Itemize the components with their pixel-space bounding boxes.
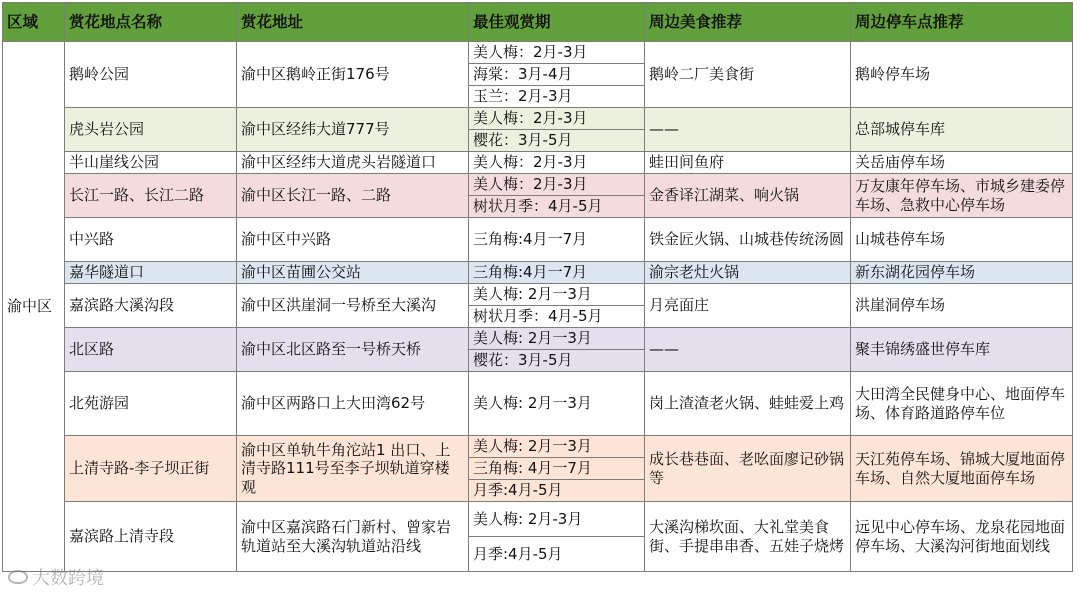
parking-recommendation: 新东湖花园停车场 <box>851 262 1073 284</box>
period-item: 美人梅：2月-3月 <box>469 152 645 174</box>
spot-address: 渝中区苗圃公交站 <box>237 262 469 284</box>
header-row <box>3 3 1073 42</box>
period-item: 月季:4月-5月 <box>469 537 645 572</box>
food-recommendation: 渝宗老灶火锅 <box>645 262 851 284</box>
table-row <box>3 372 1073 436</box>
spot-address: 渝中区中兴路 <box>237 218 469 262</box>
flower-viewing-table <box>2 2 1073 572</box>
header-spot-name: 赏花地点名称 <box>65 3 237 42</box>
spot-name: 虎头岩公园 <box>65 108 237 152</box>
period-item: 美人梅: 2月一3月 <box>469 284 645 306</box>
table-row <box>3 152 1073 174</box>
food-recommendation: 大溪沟梯坎面、大礼堂美食街、手提串串香、五娃子烧烤 <box>645 502 851 572</box>
period-item: 三角梅: 4月一7月 <box>469 458 645 480</box>
period-item: 美人梅: 2月一3月 <box>469 328 645 350</box>
period-item: 樱花：3月-5月 <box>469 350 645 372</box>
food-recommendation: 铁金匠火锅、山城巷传统汤圆 <box>645 218 851 262</box>
table-row <box>3 42 1073 64</box>
table-row <box>3 218 1073 262</box>
spot-name: 北苑游园 <box>65 372 237 436</box>
spot-name: 上清寺路-李子坝正街 <box>65 436 237 502</box>
spot-name: 长江一路、长江二路 <box>65 174 237 218</box>
header-address: 赏花地址 <box>237 3 469 42</box>
parking-recommendation: 万友康年停车场、市城乡建委停车场、急救中心停车场 <box>851 174 1073 218</box>
parking-recommendation: 大田湾全民健身中心、地面停车场、体育路道路停车位 <box>851 372 1073 436</box>
parking-recommendation: 远见中心停车场、龙泉花园地面停车场、大溪沟河街地面划线 <box>851 502 1073 572</box>
food-recommendation: —— <box>645 328 851 372</box>
period-item: 美人梅: 2月一3月 <box>469 436 645 458</box>
weibo-logo-icon <box>8 570 28 584</box>
header-best-period: 最佳观赏期 <box>469 3 645 42</box>
period-item: 三角梅:4月一7月 <box>469 218 645 262</box>
spot-name: 中兴路 <box>65 218 237 262</box>
header-nearby-parking: 周边停车点推荐 <box>851 3 1073 42</box>
spot-address: 渝中区北区路至一号桥天桥 <box>237 328 469 372</box>
spot-address: 渝中区经纬大道虎头岩隧道口 <box>237 152 469 174</box>
period-item: 美人梅：2月-3月 <box>469 174 645 196</box>
food-recommendation: 月亮面庄 <box>645 284 851 328</box>
food-recommendation: —— <box>645 108 851 152</box>
header-nearby-food: 周边美食推荐 <box>645 3 851 42</box>
table-row <box>3 262 1073 284</box>
food-recommendation: 岗上渣渣老火锅、蛙蛙爱上鸡 <box>645 372 851 436</box>
spot-address: 渝中区两路口上大田湾62号 <box>237 372 469 436</box>
period-item: 美人梅：2月-3月 <box>469 108 645 130</box>
parking-recommendation: 洪崖洞停车场 <box>851 284 1073 328</box>
spot-address: 渝中区鹅岭正街176号 <box>237 42 469 108</box>
period-item: 玉兰：2月-3月 <box>469 86 645 108</box>
table-row <box>3 108 1073 130</box>
spot-address: 渝中区单轨牛角沱站1 出口、上清寺路111号至李子坝轨道穿楼观 <box>237 436 469 502</box>
district-cell: 渝中区 <box>3 42 65 572</box>
period-item: 三角梅:4月一7月 <box>469 262 645 284</box>
food-recommendation: 成长巷巷面、老吆面廖记砂锅等 <box>645 436 851 502</box>
table-row <box>3 284 1073 306</box>
parking-recommendation: 鹅岭停车场 <box>851 42 1073 108</box>
spot-name: 嘉滨路大溪沟段 <box>65 284 237 328</box>
parking-recommendation: 关岳庙停车场 <box>851 152 1073 174</box>
watermark-text: 大数跨境 <box>32 568 104 589</box>
header-district: 区域 <box>3 3 65 42</box>
food-recommendation: 金香译江湖菜、响火锅 <box>645 174 851 218</box>
spot-name: 鹅岭公园 <box>65 42 237 108</box>
period-item: 海棠：3月-4月 <box>469 64 645 86</box>
spot-name: 嘉华隧道口 <box>65 262 237 284</box>
period-item: 美人梅：2月-3月 <box>469 42 645 64</box>
spot-name: 嘉滨路上清寺段 <box>65 502 237 572</box>
spot-name: 半山崖线公园 <box>65 152 237 174</box>
spot-address: 渝中区长江一路、二路 <box>237 174 469 218</box>
parking-recommendation: 山城巷停车场 <box>851 218 1073 262</box>
period-item: 月季:4月-5月 <box>469 480 645 502</box>
period-item: 树状月季：4月-5月 <box>469 306 645 328</box>
parking-recommendation: 聚丰锦绣盛世停车库 <box>851 328 1073 372</box>
parking-recommendation: 天江苑停车场、锦城大厦地面停车场、自然大厦地面停车场 <box>851 436 1073 502</box>
watermark <box>8 564 104 590</box>
spot-address: 渝中区洪崖洞一号桥至大溪沟 <box>237 284 469 328</box>
flower-viewing-table-wrapper <box>2 2 1073 572</box>
period-item: 美人梅: 2月-3月 <box>469 502 645 537</box>
table-row <box>3 502 1073 537</box>
spot-address: 渝中区嘉滨路石门新村、曾家岩轨道站至大溪沟轨道站沿线 <box>237 502 469 572</box>
spot-address: 渝中区经纬大道777号 <box>237 108 469 152</box>
period-item: 樱花：3月-5月 <box>469 130 645 152</box>
food-recommendation: 鹅岭二厂美食街 <box>645 42 851 108</box>
period-item: 树状月季：4月-5月 <box>469 196 645 218</box>
parking-recommendation: 总部城停车库 <box>851 108 1073 152</box>
table-row <box>3 328 1073 350</box>
table-row <box>3 174 1073 196</box>
period-item: 美人梅: 2月一3月 <box>469 372 645 436</box>
food-recommendation: 蛙田间鱼府 <box>645 152 851 174</box>
table-row <box>3 436 1073 458</box>
spot-name: 北区路 <box>65 328 237 372</box>
